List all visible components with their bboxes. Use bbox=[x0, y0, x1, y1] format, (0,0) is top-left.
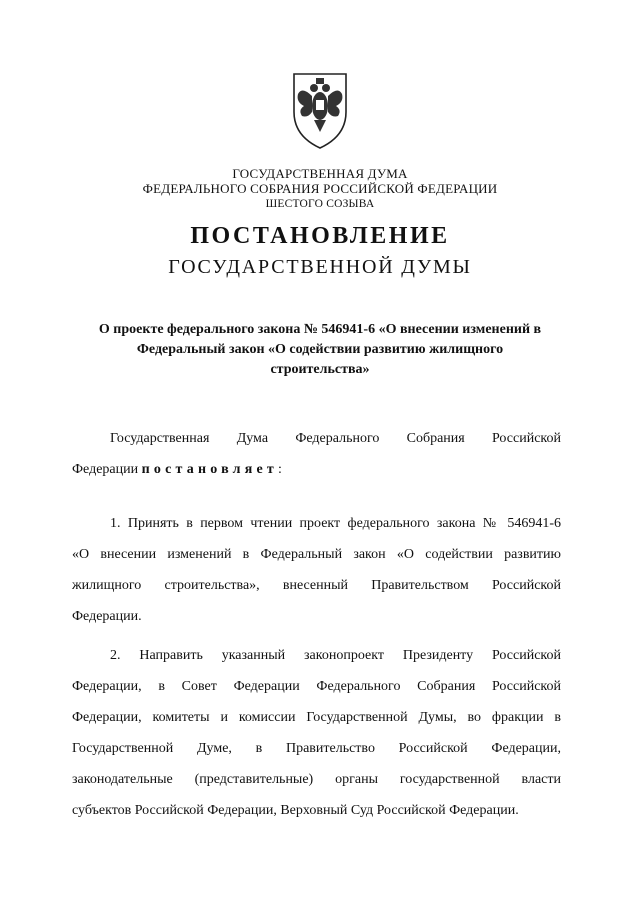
item-1-line: жилищного строительства», внесенный Правительством Российской bbox=[72, 578, 561, 593]
item-2-line: субъектов Российской Федерации, Верховный Суд Российской Федерации. bbox=[72, 803, 519, 818]
item-2-line: Федерации, в Совет Федерации Федерального Собрания Российской bbox=[72, 679, 561, 694]
preamble-operative-word: постановляет bbox=[141, 462, 278, 477]
item-2-line: 2. Направить указанный законопроект Президенту Российской bbox=[110, 648, 561, 663]
item-2-line: Федерации, комитеты и комиссии Государственной Думы, во фракции в bbox=[72, 710, 561, 725]
item-1-line: 1. Принять в первом чтении проект федерального закона № 546941-6 bbox=[110, 516, 561, 531]
document-subject bbox=[72, 320, 568, 380]
header-line-2: ФЕДЕРАЛЬНОГО СОБРАНИЯ РОССИЙСКОЙ ФЕДЕРАЦИИ bbox=[142, 181, 498, 196]
preamble-line-1: Государственная Дума Федерального Собрания Российской bbox=[110, 431, 561, 446]
subject-line-2: Федеральный закон «О содействии развитию жилищного bbox=[136, 342, 504, 357]
preamble-paragraph bbox=[72, 423, 561, 485]
document-org-title: ГОСУДАРСТВЕННОЙ ДУМЫ bbox=[168, 256, 472, 278]
item-2-paragraph bbox=[72, 640, 561, 826]
preamble-line-2 bbox=[72, 454, 561, 485]
subject-line-1: О проекте федерального закона № 546941-6 «О внесении изменений в bbox=[98, 322, 542, 337]
item-2-line: законодательные (представительные) органы государственной власти bbox=[72, 772, 561, 787]
subject-line-3: строительства» bbox=[270, 362, 370, 377]
item-1-line: «О внесении изменений в Федеральный закон «О содействии развитию bbox=[72, 547, 561, 562]
item-1-paragraph bbox=[72, 508, 561, 632]
preamble-prefix: Федерации bbox=[72, 462, 142, 477]
document-type-title: ПОСТАНОВЛЕНИЕ bbox=[190, 223, 450, 249]
preamble-suffix: : bbox=[277, 462, 282, 477]
header-line-1: ГОСУДАРСТВЕННАЯ ДУМА bbox=[232, 166, 408, 181]
state-emblem-icon bbox=[280, 66, 360, 152]
item-1-line: Федерации. bbox=[72, 609, 142, 624]
item-2-line: Государственной Думе, в Правительство Российской Федерации, bbox=[72, 741, 561, 756]
header-line-3: ШЕСТОГО СОЗЫВА bbox=[265, 198, 375, 210]
